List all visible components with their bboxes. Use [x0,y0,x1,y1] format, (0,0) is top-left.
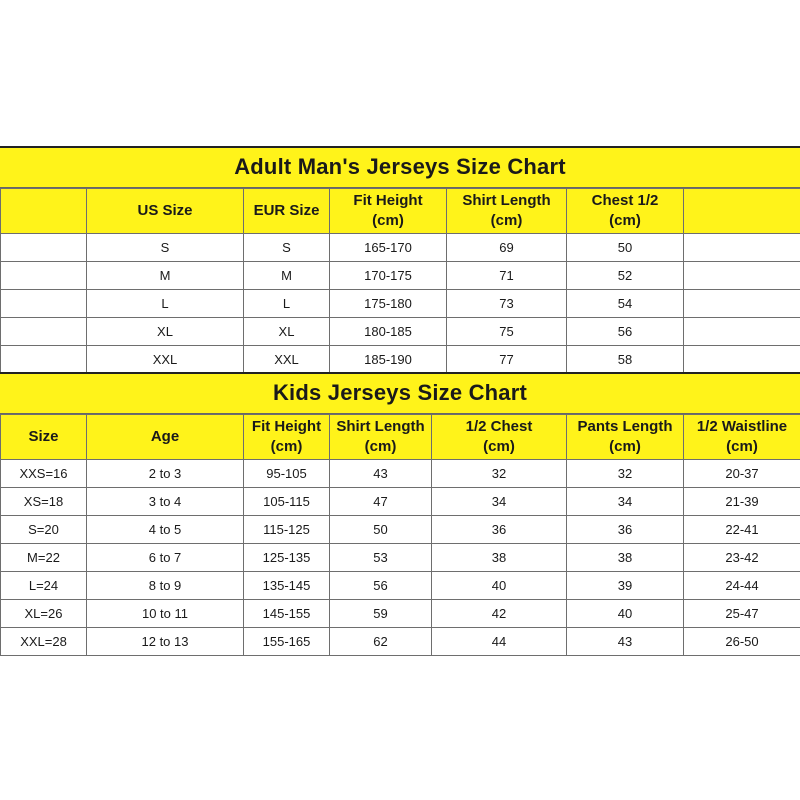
kids-table-cell: 50 [330,516,432,544]
adult-table-cell: M [244,262,330,290]
adult-table-cell: 180-185 [330,318,447,346]
adult-table-cell: 58 [567,346,684,374]
kids-table-cell: 59 [330,600,432,628]
adult-table-cell: L [244,290,330,318]
adult-table-cell: L [87,290,244,318]
kids-table-cell: 34 [432,488,567,516]
kids-column-header: Pants Length (cm) [567,415,684,460]
kids-table-cell: 135-145 [244,572,330,600]
kids-table-cell: 42 [432,600,567,628]
adult-table-cell: 71 [447,262,567,290]
kids-table-cell: 21-39 [684,488,800,516]
kids-column-header: Size [1,415,87,460]
kids-table-cell: 23-42 [684,544,800,572]
kids-chart-title: Kids Jerseys Size Chart [0,372,800,414]
kids-header-row [1,415,800,460]
kids-table-cell: L=24 [1,572,87,600]
adult-table-cell: 185-190 [330,346,447,374]
adult-table-cell: M [87,262,244,290]
adult-chart-title: Adult Man's Jerseys Size Chart [0,146,800,188]
kids-table-cell: 44 [432,628,567,656]
kids-table-row [1,488,800,516]
kids-table-cell: 125-135 [244,544,330,572]
kids-table-cell: 25-47 [684,600,800,628]
adult-column-header: US Size [87,189,244,234]
adult-table-cell: 77 [447,346,567,374]
kids-size-chart [0,372,800,656]
kids-column-header: 1/2 Waistline (cm) [684,415,800,460]
adult-size-table [0,188,800,374]
kids-table-cell: 24-44 [684,572,800,600]
adult-table-cell [1,346,87,374]
adult-table-cell: 175-180 [330,290,447,318]
kids-table-cell: 105-115 [244,488,330,516]
kids-table-cell: 6 to 7 [87,544,244,572]
kids-table-row [1,572,800,600]
adult-column-header: EUR Size [244,189,330,234]
adult-column-header [1,189,87,234]
kids-table-cell: 8 to 9 [87,572,244,600]
kids-table-cell: 39 [567,572,684,600]
kids-table-cell: 115-125 [244,516,330,544]
kids-table-cell: 32 [567,460,684,488]
kids-table-cell: 38 [432,544,567,572]
kids-table-cell: XS=18 [1,488,87,516]
kids-table-row [1,516,800,544]
kids-table-cell: 36 [567,516,684,544]
kids-table-cell: 12 to 13 [87,628,244,656]
kids-table-cell: 43 [567,628,684,656]
adult-table-cell [684,290,800,318]
kids-table-cell: 95-105 [244,460,330,488]
adult-table-cell: XL [87,318,244,346]
adult-column-header: Fit Height (cm) [330,189,447,234]
adult-table-cell [1,262,87,290]
kids-column-header: Age [87,415,244,460]
kids-table-cell: 47 [330,488,432,516]
kids-table-cell: 10 to 11 [87,600,244,628]
kids-column-header: Shirt Length (cm) [330,415,432,460]
adult-table-cell [1,318,87,346]
kids-table-cell: 34 [567,488,684,516]
adult-table-cell [684,318,800,346]
adult-header-row [1,189,800,234]
adult-table-cell [684,234,800,262]
adult-table-cell: 75 [447,318,567,346]
kids-table-row [1,460,800,488]
adult-table-cell: XL [244,318,330,346]
adult-column-header: Chest 1/2 (cm) [567,189,684,234]
adult-table-cell: 73 [447,290,567,318]
adult-table-row [1,318,800,346]
kids-table-cell: 53 [330,544,432,572]
kids-table-row [1,600,800,628]
kids-table-cell: 36 [432,516,567,544]
kids-table-cell: 62 [330,628,432,656]
adult-column-header [684,189,800,234]
kids-table-cell: S=20 [1,516,87,544]
adult-table-cell [684,262,800,290]
adult-table-row [1,290,800,318]
kids-table-cell: 38 [567,544,684,572]
kids-table-cell: 26-50 [684,628,800,656]
adult-table-cell [1,290,87,318]
kids-table-row [1,544,800,572]
kids-column-header: 1/2 Chest (cm) [432,415,567,460]
adult-size-chart [0,146,800,374]
kids-table-cell: 56 [330,572,432,600]
adult-table-cell: 54 [567,290,684,318]
adult-column-header: Shirt Length (cm) [447,189,567,234]
kids-table-cell: XXS=16 [1,460,87,488]
adult-table-body [1,234,800,374]
kids-table-cell: XXL=28 [1,628,87,656]
kids-table-cell: XL=26 [1,600,87,628]
adult-table-cell [1,234,87,262]
kids-table-cell: 40 [432,572,567,600]
kids-table-cell: 32 [432,460,567,488]
kids-table-cell: 20-37 [684,460,800,488]
adult-table-row [1,234,800,262]
kids-table-cell: 2 to 3 [87,460,244,488]
adult-table-cell: XXL [244,346,330,374]
adult-table-cell: 165-170 [330,234,447,262]
kids-table-cell: 22-41 [684,516,800,544]
kids-table-cell: 4 to 5 [87,516,244,544]
adult-table-cell: 52 [567,262,684,290]
kids-table-cell: 155-165 [244,628,330,656]
kids-size-table [0,414,800,656]
kids-table-row [1,628,800,656]
adult-table-cell: S [244,234,330,262]
kids-table-cell: 43 [330,460,432,488]
kids-column-header: Fit Height (cm) [244,415,330,460]
adult-table-cell: 170-175 [330,262,447,290]
adult-table-cell: 50 [567,234,684,262]
kids-table-cell: 145-155 [244,600,330,628]
adult-table-row [1,346,800,374]
adult-table-cell: 56 [567,318,684,346]
adult-table-cell: S [87,234,244,262]
kids-table-cell: M=22 [1,544,87,572]
adult-table-cell [684,346,800,374]
adult-table-cell: XXL [87,346,244,374]
kids-table-cell: 3 to 4 [87,488,244,516]
adult-table-row [1,262,800,290]
kids-table-cell: 40 [567,600,684,628]
kids-table-body [1,460,800,656]
adult-table-cell: 69 [447,234,567,262]
